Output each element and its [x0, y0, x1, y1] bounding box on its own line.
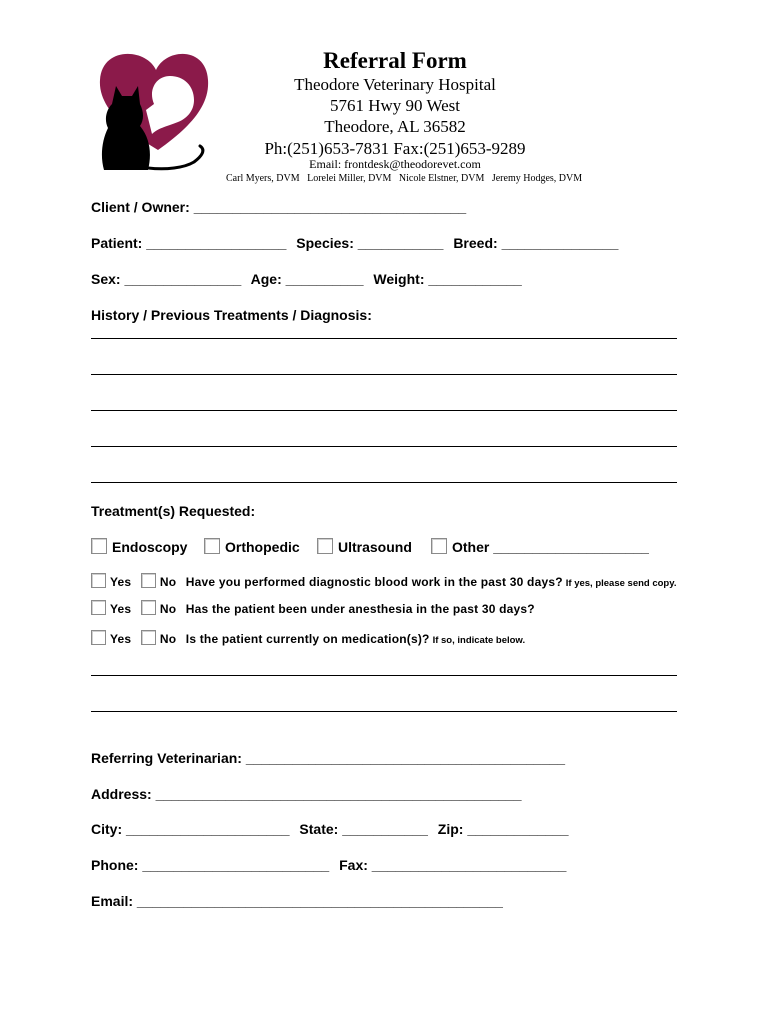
referring-vet-row: [91, 750, 565, 766]
question-text: Has the patient been under anesthesia in the past 30 days?: [185, 602, 535, 616]
patient-field[interactable]: __________________: [146, 235, 287, 251]
city-field[interactable]: _____________________: [126, 821, 290, 837]
doctor-name: Lorelei Miller, DVM: [307, 173, 392, 184]
patient-label: Patient:: [91, 235, 143, 251]
vitals-row: [91, 271, 522, 287]
question-text: Is the patient currently on medication(s)?: [185, 632, 430, 646]
history-line[interactable]: [91, 374, 677, 375]
weight-field[interactable]: ____________: [428, 271, 522, 287]
hospital-phone-fax: Ph:(251)653-7831 Fax:(251)653-9289: [264, 139, 526, 158]
yes-checkbox[interactable]: [91, 573, 106, 588]
form-title: Referral Form: [323, 48, 467, 73]
treatment-option-endoscopy[interactable]: [91, 538, 187, 555]
phone-label: Phone:: [91, 857, 139, 873]
client-owner-field[interactable]: ___________________________________: [193, 199, 467, 215]
history-line[interactable]: [91, 446, 677, 447]
city-state-zip-row: [91, 821, 569, 837]
no-label: No: [159, 575, 177, 589]
doctor-name: Jeremy Hodges, DVM: [491, 173, 583, 184]
history-line[interactable]: [91, 482, 677, 483]
phone-field[interactable]: ________________________: [142, 857, 330, 873]
client-owner-row: [91, 199, 466, 215]
sex-label: Sex:: [91, 271, 121, 287]
no-label: No: [159, 632, 177, 646]
history-label: History / Previous Treatments / Diagnosis:: [91, 307, 372, 323]
orthopedic-checkbox[interactable]: [204, 538, 220, 554]
address-label: Address:: [91, 786, 152, 802]
other-checkbox[interactable]: [431, 538, 447, 554]
age-label: Age:: [250, 271, 282, 287]
doctors-list: [226, 173, 582, 184]
state-label: State:: [299, 821, 339, 837]
endoscopy-label: Endoscopy: [112, 539, 188, 555]
endoscopy-checkbox[interactable]: [91, 538, 107, 554]
phone-fax-row: [91, 857, 566, 873]
hospital-email: Email: frontdesk@theodorevet.com: [309, 157, 481, 171]
breed-label: Breed:: [453, 235, 498, 251]
cat-dog-heart-logo-icon: [96, 46, 214, 176]
history-line[interactable]: [91, 410, 677, 411]
sex-field[interactable]: _______________: [124, 271, 242, 287]
email-label: Email:: [91, 893, 134, 909]
client-owner-label: Client / Owner:: [91, 199, 190, 215]
orthopedic-label: Orthopedic: [225, 539, 300, 555]
referring-vet-label: Referring Veterinarian:: [91, 750, 242, 766]
patient-row: [91, 235, 618, 251]
yes-label: Yes: [110, 632, 132, 646]
yes-label: Yes: [110, 575, 132, 589]
fax-label: Fax:: [339, 857, 368, 873]
species-field[interactable]: ___________: [357, 235, 444, 251]
treatment-option-ultrasound[interactable]: [317, 538, 412, 555]
question-note: If so, indicate below.: [432, 635, 526, 646]
question-row: [91, 630, 525, 646]
question-text: Have you performed diagnostic blood work in the past 30 days?: [185, 575, 563, 589]
zip-label: Zip:: [437, 821, 464, 837]
ultrasound-label: Ultrasound: [338, 539, 412, 555]
species-label: Species:: [296, 235, 354, 251]
question-row: [91, 573, 676, 589]
hospital-address: 5761 Hwy 90 West: [329, 96, 461, 115]
treatments-label: Treatment(s) Requested:: [91, 503, 256, 519]
treatment-option-orthopedic[interactable]: [204, 538, 300, 555]
address-row: [91, 786, 522, 802]
question-note: If yes, please send copy.: [565, 578, 677, 589]
no-label: No: [159, 602, 177, 616]
other-field[interactable]: ____________________: [493, 539, 649, 555]
weight-label: Weight:: [373, 271, 425, 287]
treatment-option-other[interactable]: [431, 538, 649, 555]
cat-tail: [148, 146, 203, 169]
breed-field[interactable]: _______________: [501, 235, 619, 251]
question-row: [91, 600, 535, 616]
no-checkbox[interactable]: [141, 630, 156, 645]
yes-label: Yes: [110, 602, 132, 616]
ultrasound-checkbox[interactable]: [317, 538, 333, 554]
hospital-city-state-zip: Theodore, AL 36582: [324, 117, 466, 136]
doctor-name: Nicole Elstner, DVM: [398, 173, 485, 184]
medication-line[interactable]: [91, 711, 677, 712]
city-label: City:: [91, 821, 123, 837]
zip-field[interactable]: _____________: [467, 821, 569, 837]
no-checkbox[interactable]: [141, 573, 156, 588]
other-label: Other: [452, 539, 490, 555]
hospital-name: Theodore Veterinary Hospital: [294, 75, 496, 94]
age-field[interactable]: __________: [285, 271, 364, 287]
yes-checkbox[interactable]: [91, 630, 106, 645]
email-field[interactable]: _______________________________________________: [136, 893, 503, 909]
state-field[interactable]: ___________: [342, 821, 428, 837]
yes-checkbox[interactable]: [91, 600, 106, 615]
fax-field[interactable]: _________________________: [371, 857, 567, 873]
address-field[interactable]: _______________________________________________: [155, 786, 522, 802]
referring-vet-field[interactable]: _________________________________________: [245, 750, 566, 766]
history-line[interactable]: [91, 338, 677, 339]
no-checkbox[interactable]: [141, 600, 156, 615]
email-row: [91, 893, 503, 909]
doctor-name: Carl Myers, DVM: [226, 173, 300, 184]
medication-line[interactable]: [91, 675, 677, 676]
